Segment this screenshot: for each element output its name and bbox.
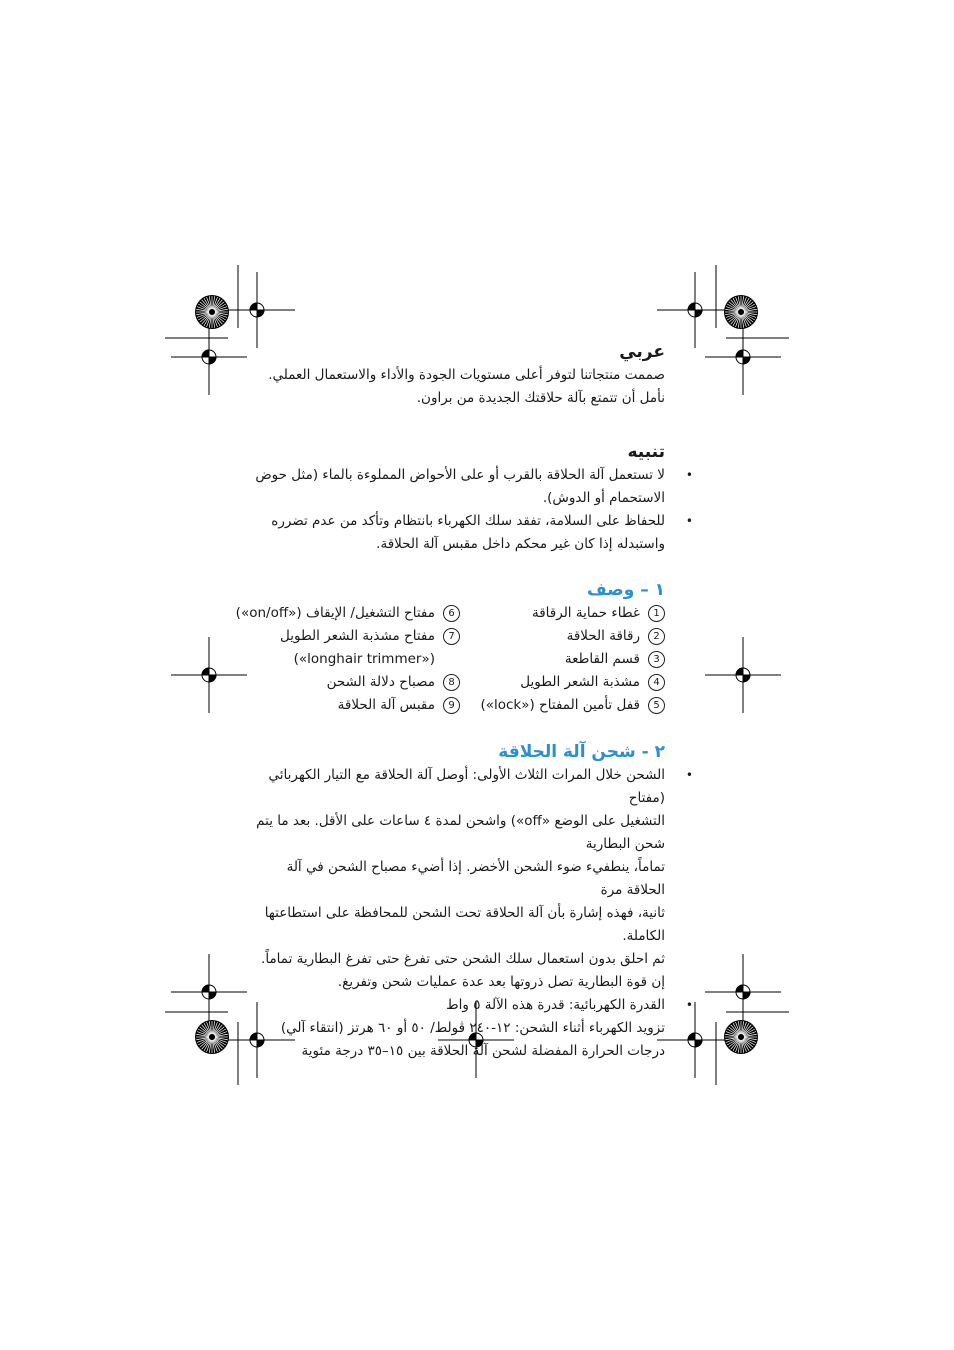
intro-paragraph: صممت منتجاتنا لتوفر أعلى مستويات الجودة والأداء والاستعمال العملي. نأمل أن تتمتع بآلة حلاقتك الجديدة من براون. bbox=[268, 367, 665, 406]
charging-title: ٢ - شحن آلة الحلاقة bbox=[498, 742, 665, 762]
warning-text: للحفاظ على السلامة، تفقد سلك الكهرباء بانتظام وتأكد من عدم تضرره واستبدله إذا كان غير محكم داخل مقبس آلة الحلاقة. bbox=[271, 513, 665, 552]
part-item bbox=[230, 625, 460, 648]
part-number: 4 bbox=[648, 674, 665, 691]
charging-line: التشغيل على الوضع «off») واشحن لمدة ٤ ساعات على الأقل. بعد ما يتم شحن البطارية bbox=[256, 813, 665, 852]
warning-list bbox=[250, 464, 693, 556]
warning-text: لا تستعمل آلة الحلاقة بالقرب أو على الأحواض المملوءة بالماء (مثل حوض الاستحمام أو الدوش). bbox=[255, 467, 665, 506]
part-item bbox=[230, 648, 460, 671]
bullet: • bbox=[685, 768, 693, 782]
list-item bbox=[250, 464, 693, 510]
part-label: («longhair trimmer») bbox=[293, 651, 435, 667]
warning-title: تنبيه bbox=[627, 442, 665, 462]
registration-mark bbox=[705, 637, 781, 713]
part-number: 5 bbox=[648, 697, 665, 714]
bullet: • bbox=[685, 514, 693, 528]
registration-mark bbox=[705, 319, 781, 395]
registration-mark bbox=[171, 319, 247, 395]
manual-page-arabic bbox=[235, 340, 693, 1063]
part-number: 7 bbox=[443, 628, 460, 645]
part-number: 2 bbox=[648, 628, 665, 645]
bullet: • bbox=[685, 998, 693, 1012]
part-item bbox=[445, 625, 665, 648]
list-item bbox=[250, 764, 693, 994]
part-label: مقبس آلة الحلاقة bbox=[337, 697, 435, 713]
list-item bbox=[250, 994, 693, 1063]
part-label: غطاء حماية الرقاقة bbox=[531, 605, 640, 621]
description-title: ١ – وصف bbox=[587, 580, 665, 600]
part-number: 6 bbox=[443, 605, 460, 622]
charging-line: تماماً، ينطفيء ضوء الشحن الأخضر. إذا أضيء مصباح الشحن في آلة الحلاقة مرة bbox=[286, 859, 665, 898]
part-item bbox=[445, 648, 665, 671]
bullet: • bbox=[685, 468, 693, 482]
charging-line: ثم احلق بدون استعمال سلك الشحن حتى تفرغ حتى تفرغ البطارية تماماً. bbox=[261, 951, 665, 967]
starburst-mark bbox=[724, 295, 758, 329]
starburst-mark bbox=[195, 295, 229, 329]
part-item bbox=[230, 671, 460, 694]
part-label: مفتاح مشذبة الشعر الطويل bbox=[280, 628, 435, 644]
charging-line: الشحن خلال المرات الثلاث الأولى: أوصل آلة الحلاقة مع التيار الكهربائي (مفتاح bbox=[268, 767, 665, 806]
starburst-mark bbox=[195, 1020, 229, 1054]
parts-list bbox=[235, 602, 665, 714]
part-item bbox=[230, 694, 460, 717]
part-label: مصباح دلالة الشحن bbox=[326, 674, 435, 690]
parts-column-right bbox=[445, 602, 665, 717]
part-number: 9 bbox=[443, 697, 460, 714]
language-title: عربي bbox=[619, 342, 665, 362]
part-item bbox=[445, 671, 665, 694]
part-label: قسم القاطعة bbox=[564, 651, 640, 667]
part-number: 8 bbox=[443, 674, 460, 691]
part-item bbox=[445, 602, 665, 625]
charging-line: إن قوة البطارية تصل ذروتها بعد عدة عمليات شحن وتفريغ. bbox=[337, 974, 665, 990]
part-item bbox=[445, 694, 665, 717]
registration-mark bbox=[219, 272, 295, 348]
parts-column-left bbox=[230, 602, 460, 717]
part-label: رقاقة الحلاقة bbox=[566, 628, 640, 644]
charging-list bbox=[250, 764, 693, 1063]
list-item bbox=[250, 510, 693, 556]
registration-mark bbox=[657, 1002, 733, 1078]
part-item bbox=[230, 602, 460, 625]
starburst-mark bbox=[724, 1020, 758, 1054]
spec-line: درجات الحرارة المفضلة لشحن آلة الحلاقة بين ١٥–٣٥ درجة مئوية bbox=[301, 1043, 665, 1059]
part-label: مفتاح التشغيل/ الإيقاف («on/off») bbox=[235, 605, 435, 621]
part-label: قفل تأمين المفتاح («lock») bbox=[480, 697, 640, 713]
registration-mark bbox=[705, 954, 781, 1030]
part-number: 3 bbox=[648, 651, 665, 668]
charging-line: ثانية، فهذه إشارة بأن آلة الحلاقة تحت الشحن للمحافظة على استطاعتها الكاملة. bbox=[264, 905, 665, 944]
registration-mark bbox=[657, 272, 733, 348]
spec-line: تزويد الكهرباء أثناء الشحن: ١٢-٢٤٠ ڤولط/ ٥٠ أو ٦٠ هرتز (انتقاء آلي) bbox=[280, 1020, 665, 1036]
spec-line: القدرة الكهربائية: قدرة هذه الآلة ٥ واط bbox=[446, 997, 665, 1013]
part-label: مشذبة الشعر الطويل bbox=[520, 674, 640, 690]
part-number: 1 bbox=[648, 605, 665, 622]
registration-mark bbox=[171, 954, 247, 1030]
